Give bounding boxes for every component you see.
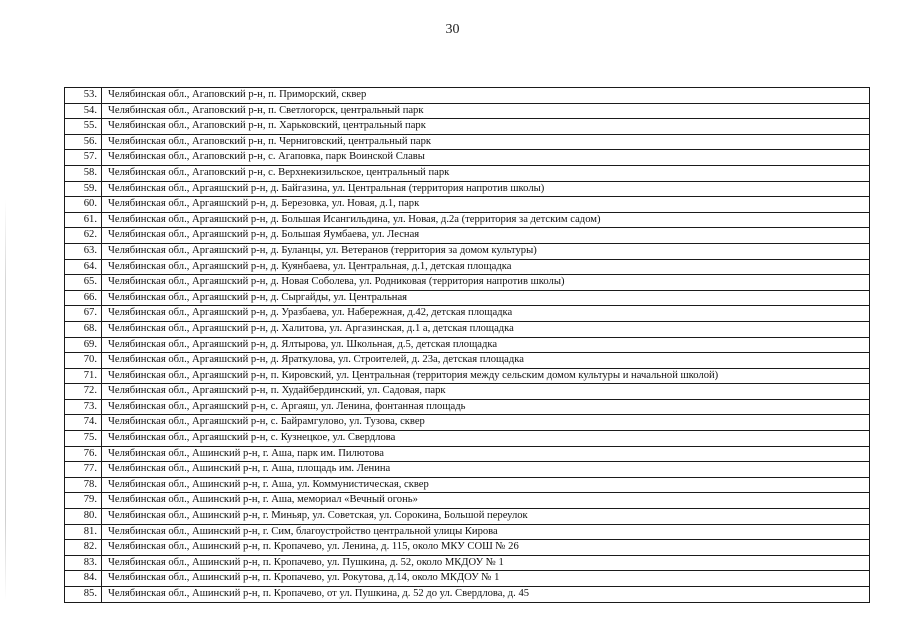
row-number: 65. [65,275,102,291]
table-row [65,290,870,306]
table-row [65,212,870,228]
location-address: Челябинская обл., Аргаяшский р-н, с. Байрамгулово, ул. Тузова, сквер [102,415,870,431]
location-address: Челябинская обл., Ашинский р-н, п. Кропачево, ул. Пушкина, д. 52, около МКДОУ № 1 [102,555,870,571]
location-address: Челябинская обл., Ашинский р-н, г. Аша, площадь им. Ленина [102,462,870,478]
row-number: 77. [65,462,102,478]
table-row [65,134,870,150]
location-address: Челябинская обл., Аргаяшский р-н, д. Буланцы, ул. Ветеранов (территория за домом культуры) [102,243,870,259]
row-number: 73. [65,399,102,415]
location-address: Челябинская обл., Агаповский р-н, п. Приморский, сквер [102,88,870,104]
location-address: Челябинская обл., Аргаяшский р-н, п. Худайбердинский, ул. Садовая, парк [102,384,870,400]
row-number: 81. [65,524,102,540]
row-number: 59. [65,181,102,197]
row-number: 67. [65,306,102,322]
row-number: 57. [65,150,102,166]
location-address: Челябинская обл., Аргаяшский р-н, д. Халитова, ул. Аргазинская, д.1 а, детская площадка [102,321,870,337]
row-number: 75. [65,431,102,447]
row-number: 79. [65,493,102,509]
table-row [65,509,870,525]
location-address: Челябинская обл., Аргаяшский р-н, д. Куянбаева, ул. Центральная, д.1, детская площадка [102,259,870,275]
table-row [65,368,870,384]
location-address: Челябинская обл., Аргаяшский р-н, д. Ялтырова, ул. Школьная, д.5, детская площадка [102,337,870,353]
row-number: 78. [65,477,102,493]
location-address: Челябинская обл., Аргаяшский р-н, д. Уразбаева, ул. Набережная, д.42, детская площадка [102,306,870,322]
location-address: Челябинская обл., Аргаяшский р-н, с. Кузнецкое, ул. Свердлова [102,431,870,447]
location-address: Челябинская обл., Аргаяшский р-н, д. Сыргайды, ул. Центральная [102,290,870,306]
row-number: 55. [65,119,102,135]
table-row [65,259,870,275]
row-number: 56. [65,134,102,150]
location-address: Челябинская обл., Ашинский р-н, г. Сим, благоустройство центральной улицы Кирова [102,524,870,540]
location-address: Челябинская обл., Аргаяшский р-н, д. Байгазина, ул. Центральная (территория напротив школы) [102,181,870,197]
location-address: Челябинская обл., Аргаяшский р-н, п. Кировский, ул. Центральная (территория между сельским домом культуры и начальной школой) [102,368,870,384]
table-row [65,446,870,462]
location-address: Челябинская обл., Ашинский р-н, п. Кропачево, ул. Ленина, д. 115, около МКУ СОШ № 26 [102,540,870,556]
page-number: 30 [445,22,460,37]
location-address: Челябинская обл., Агаповский р-н, с. Верхнекизильское, центральный парк [102,165,870,181]
table-row [65,587,870,603]
row-number: 76. [65,446,102,462]
location-address: Челябинская обл., Агаповский р-н, п. Светлогорск, центральный парк [102,103,870,119]
row-number: 58. [65,165,102,181]
row-number: 69. [65,337,102,353]
table-row [65,524,870,540]
row-number: 83. [65,555,102,571]
location-address: Челябинская обл., Аргаяшский р-н, с. Аргаяш, ул. Ленина, фонтанная площадь [102,399,870,415]
location-address: Челябинская обл., Агаповский р-н, п. Харьковский, центральный парк [102,119,870,135]
locations-table-container [64,87,870,603]
table-row [65,165,870,181]
table-row [65,306,870,322]
location-address: Челябинская обл., Агаповский р-н, п. Черниговский, центральный парк [102,134,870,150]
table-row [65,571,870,587]
row-number: 85. [65,587,102,603]
row-number: 84. [65,571,102,587]
location-address: Челябинская обл., Аргаяшский р-н, д. Большая Яумбаева, ул. Лесная [102,228,870,244]
table-row [65,399,870,415]
table-row [65,243,870,259]
table-row [65,540,870,556]
location-address: Челябинская обл., Аргаяшский р-н, д. Большая Исангильдина, ул. Новая, д.2а (территория за детским садом) [102,212,870,228]
row-number: 54. [65,103,102,119]
row-number: 74. [65,415,102,431]
locations-table [64,87,870,603]
location-address: Челябинская обл., Ашинский р-н, г. Аша, мемориал «Вечный огонь» [102,493,870,509]
table-row [65,88,870,104]
row-number: 63. [65,243,102,259]
locations-table-body [65,88,870,603]
table-row [65,353,870,369]
row-number: 61. [65,212,102,228]
row-number: 60. [65,197,102,213]
table-row [65,321,870,337]
table-row [65,477,870,493]
table-row [65,337,870,353]
row-number: 66. [65,290,102,306]
location-address: Челябинская обл., Ашинский р-н, г. Аша, ул. Коммунистическая, сквер [102,477,870,493]
scan-edge-mark [5,200,6,600]
table-row [65,197,870,213]
row-number: 82. [65,540,102,556]
table-row [65,431,870,447]
location-address: Челябинская обл., Ашинский р-н, п. Кропачево, ул. Рокутова, д.14, около МКДОУ № 1 [102,571,870,587]
table-row [65,103,870,119]
location-address: Челябинская обл., Аргаяшский р-н, д. Яраткулова, ул. Строителей, д. 23а, детская площадка [102,353,870,369]
table-row [65,415,870,431]
row-number: 71. [65,368,102,384]
table-row [65,150,870,166]
table-row [65,275,870,291]
row-number: 68. [65,321,102,337]
location-address: Челябинская обл., Аргаяшский р-н, д. Березовка, ул. Новая, д.1, парк [102,197,870,213]
location-address: Челябинская обл., Аргаяшский р-н, д. Новая Соболева, ул. Родниковая (территория напротив школы) [102,275,870,291]
row-number: 70. [65,353,102,369]
table-row [65,493,870,509]
table-row [65,181,870,197]
table-row [65,555,870,571]
table-row [65,228,870,244]
table-row [65,462,870,478]
row-number: 53. [65,88,102,104]
row-number: 72. [65,384,102,400]
row-number: 62. [65,228,102,244]
row-number: 64. [65,259,102,275]
location-address: Челябинская обл., Ашинский р-н, г. Аша, парк им. Пилютова [102,446,870,462]
location-address: Челябинская обл., Ашинский р-н, п. Кропачево, от ул. Пушкина, д. 52 до ул. Свердлова, д. 45 [102,587,870,603]
location-address: Челябинская обл., Ашинский р-н, г. Миньяр, ул. Советская, ул. Сорокина, Большой переулок [102,509,870,525]
location-address: Челябинская обл., Агаповский р-н, с. Агаповка, парк Воинской Славы [102,150,870,166]
table-row [65,384,870,400]
row-number: 80. [65,509,102,525]
table-row [65,119,870,135]
